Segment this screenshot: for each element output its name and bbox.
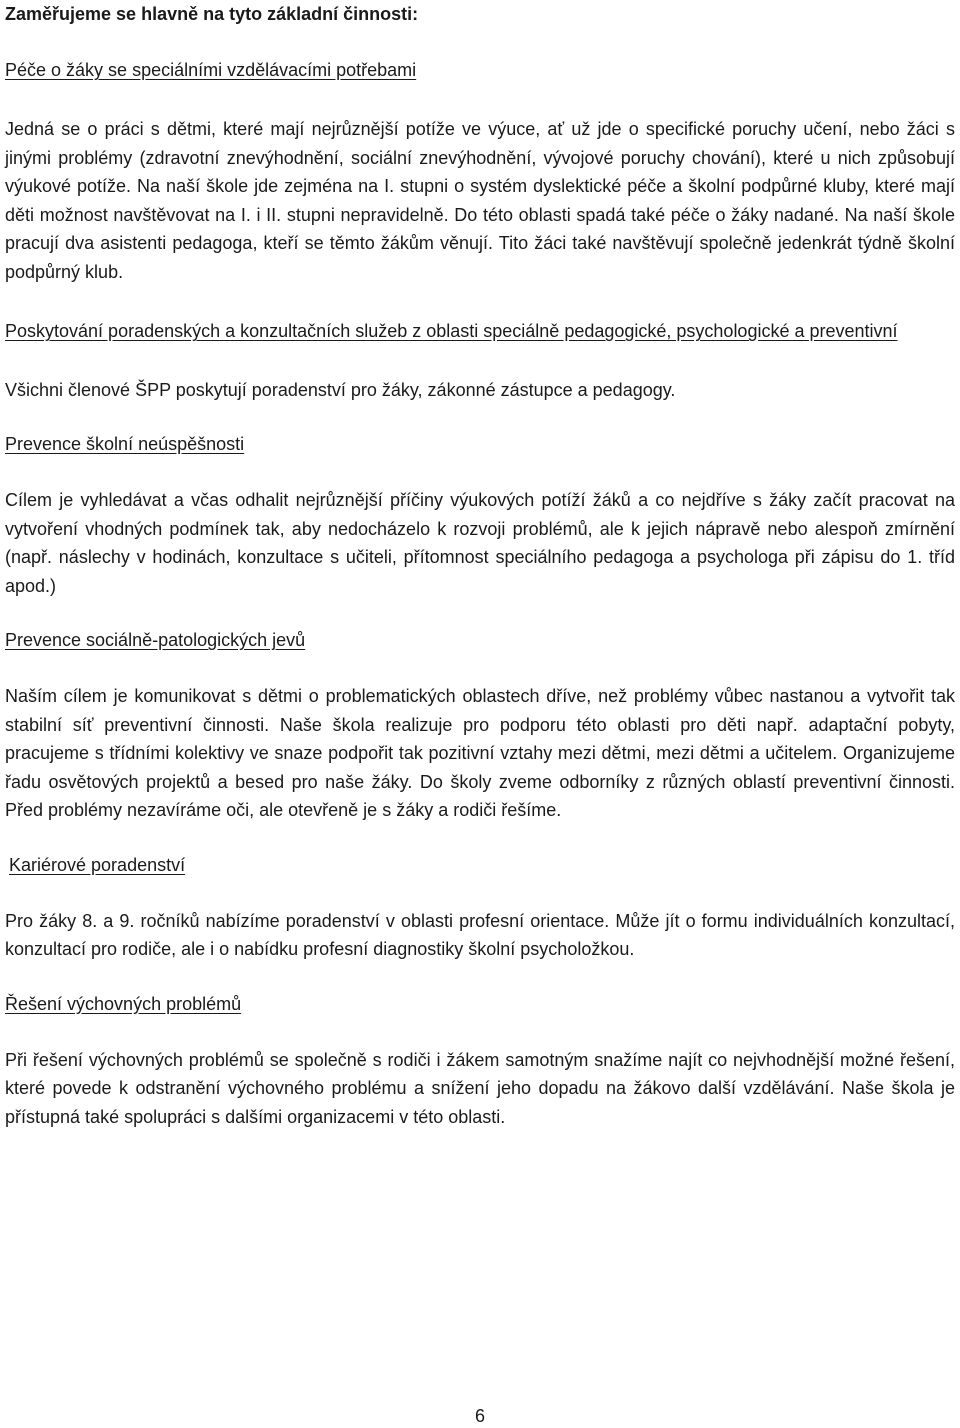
page-number: 6 <box>474 1406 485 1426</box>
document-content <box>5 0 955 1131</box>
section-body-pathology-prevention: Naším cílem je komunikovat s dětmi o problematických oblastech dříve, než problémy vůbec nastanou a vytvořit tak stabilní síť preventivní činnosti. Naše škola realizuje pro podporu této oblasti pro děti např. adaptační pobyty, pracujeme s třídními kolektivy ve snaze podpořit tak pozitivní vztahy mezi dětmi, mezi dětmi a učitelem. Organizujeme řadu osvětových projektů a besed pro naše žáky. Do školy zveme odborníky z různých oblastí preventivní činnosti. Před problémy nezavíráme oči, ale otevřeně je s žáky a rodiči řešíme. <box>5 686 955 820</box>
section-title-pathology-prevention: Prevence sociálně-patologických jevů <box>5 630 306 650</box>
section-title-counseling: Poskytování poradenských a konzultačních služeb z oblasti speciálně pedagogické, psychologické a preventivní <box>5 321 898 341</box>
section-title-special-needs: Péče o žáky se speciálními vzdělávacími potřebami <box>5 60 417 80</box>
section-body-counseling: Všichni členové ŠPP poskytují poradenství pro žáky, zákonné zástupce a pedagogy. <box>5 379 676 400</box>
section-title-behavior: Řešení výchovných problémů <box>5 993 242 1014</box>
section-body-school-failure: Cílem je vyhledávat a včas odhalit nejrůznější příčiny výukových potíží žáků a co nejdříve s žáky začít pracovat na vytvoření vhodných podmínek tak, aby nedocházelo k rozvoji problémů, ale k jejich nápravě nebo alespoň zmírnění (např. náslechy v hodinách, konzultace s učiteli, přítomnost speciálního pedagoga a psychologa při zápisu do 1. tříd apod.) <box>5 490 955 596</box>
section-title-career: Kariérové poradenství <box>9 854 186 875</box>
section-body-career: Pro žáky 8. a 9. ročníků nabízíme poradenství v oblasti profesní orientace. Může jít o formu individuálních konzultací, konzultací pro rodiče, ale i o nabídku profesní diagnostiky školní psycholožkou. <box>5 910 955 959</box>
section-title-school-failure: Prevence školní neúspěšnosti <box>5 434 245 454</box>
section-body-special-needs: Jedná se o práci s dětmi, které mají nejrůznější potíže ve výuce, ať už jde o specifické poruchy učení, nebo žáci s jinými problémy (zdravotní znevýhodnění, sociální znevýhodnění, vývojové poruchy chování), které u nich způsobují výukové potíže. Na naší škole jde zejména na I. stupni o systém dyslektické péče a školní podpůrné kluby, které mají děti možnost navštěvovat na I. i II. stupni nepravidelně. Do této oblasti spadá také péče o žáky nadané. Na naší škole pracují dva asistenti pedagoga, kteří se těmto žákům věnují. Tito žáci také navštěvují společně jedenkrát týdně školní podpůrný klub. <box>5 119 955 282</box>
main-heading: Zaměřujeme se hlavně na tyto základní činnosti: <box>5 4 419 24</box>
section-body-behavior: Při řešení výchovných problémů se společně s rodiči i žákem samotným snažíme najít co nejvhodnější možné řešení, které povede k odstranění výchovného problému a snížení jeho dopadu na žákovo další vzdělávání. Naše škola je přístupná také spolupráci s dalšími organizacemi v této oblasti. <box>5 1049 955 1127</box>
